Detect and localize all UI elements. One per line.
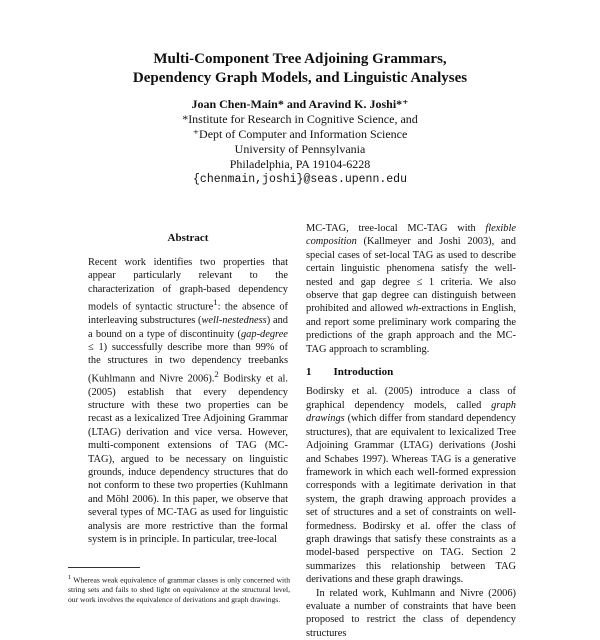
author-names: Joan Chen-Main* and Aravind K. Joshi*⁺: [191, 97, 409, 111]
intro-heading: 1 Introduction: [306, 366, 394, 379]
title-line-2: Dependency Graph Models, and Linguistic Analyses: [132, 70, 468, 86]
affiliation-line-3: University of Pennsylvania: [234, 142, 366, 156]
footnote: [68, 573, 290, 604]
footnote-divider: [68, 567, 140, 568]
abstract-paragraph: Recent work identifies two properties that appear particularly relevant to the characterization of graph-based dependency models of syntactic structure$^1$: the absence of interleaving substructures (well-nestedness) and a bound on a type of discontinuity (gap-degree ≤ 1) successfully describe more than 99% of the structures in two dependency treebanks (Kuhlmann and Nivre 2006).$^2$ Bodirsky et al. (2005) establish that every dependency structure with these two properties can be recast as a lexicalized Tree Adjoining Grammar (LTAG) derivation and vice versa. However, multi-component extensions of TAG (MC-TAG), argued to be necessary on linguistic grounds, induce dependency structures that do not conform to these two properties (Kuhlmann and Möhl 2006). In this paper, we observe that several types of MC-TAG as used for linguistic analysis are more restrictive than the formal system is in principle. In particular, tree-local: [88, 257, 289, 546]
paper-title: [0, 50, 600, 88]
footnote-text: Whereas weak equivalence of grammar classes is only concerned with string sets and fails to shed light on equivalence at the structural level, our work involves the equivalence of derivations and graph drawings.: [68, 575, 290, 604]
abstract-heading: Abstract: [167, 232, 209, 244]
affiliation-line-1: *Institute for Research in Cognitive Science, and: [182, 112, 418, 126]
intro-paragraph-2: In related work, Kuhlmann and Nivre (2006) evaluate a number of constraints that have been proposed to restrict the class of dependency structures: [306, 587, 516, 639]
author-block: [0, 97, 600, 187]
right-column: [306, 222, 516, 640]
affiliation-line-2: ⁺Dept of Computer and Information Science: [192, 127, 408, 141]
abstract-paragraph-continued: MC-TAG, tree-local MC-TAG with flexible composition (Kallmeyer and Joshi 2003), and special cases of set-local TAG as used to describe certain linguistic phenomena satisfy the well-nested and gap degree ≤ 1 criteria. We also observe that gap degree can distinguish between prohibited and allowed wh-extractions in English, and report some preliminary work comparing the predictions of the graph approach and the MC-TAG approach to scrambling.: [306, 223, 516, 355]
author-email: {chenmain,joshi}@seas.upenn.edu: [193, 173, 407, 186]
intro-paragraph-1: Bodirsky et al. (2005) introduce a class of graphical dependency models, called graph drawings (which differ from standard dependency structures), that are equivalent to lexicalized Tree Adjoining Grammar (LTAG) derivations (Joshi and Schabes 1997). Whereas TAG is a generative framework in which each well-formed expression corresponds with a legitimate derivation in that system, the graph drawing approach provides a set of structures and a set of constraints on well-formedness. Bodirsky et al. offer the class of graph drawings that satisfy these constraints as a model-based perspective on TAG. Section 2 summarizes this relationship between TAG derivations and these graph drawings.: [306, 386, 516, 586]
title-line-1: Multi-Component Tree Adjoining Grammars,: [153, 51, 447, 67]
footnote-mark: 1: [68, 574, 72, 581]
affiliation-line-4: Philadelphia, PA 19104-6228: [229, 157, 371, 171]
abstract-text-left-column: [88, 256, 288, 546]
